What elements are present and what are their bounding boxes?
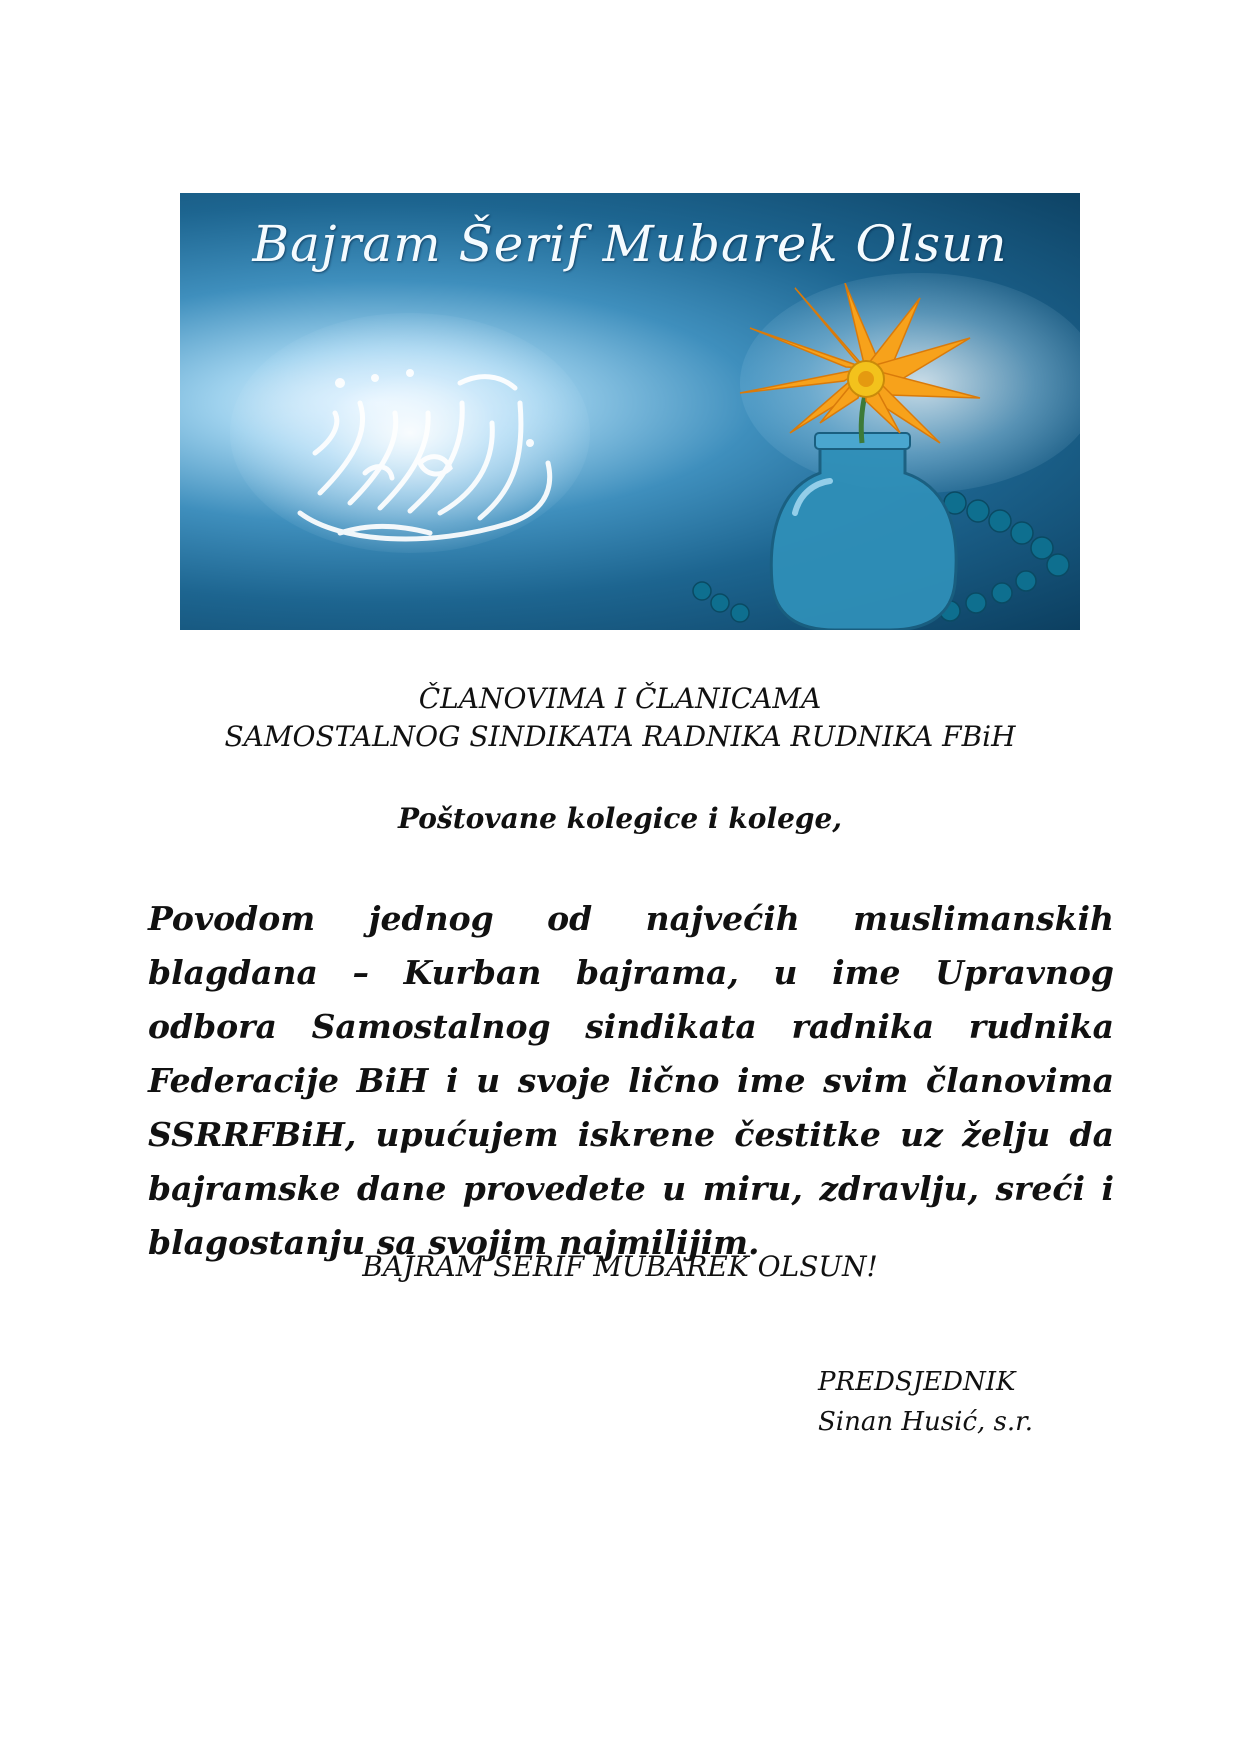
letter-closing: BAJRAM ŠERIF MUBAREK OLSUN! xyxy=(362,1250,878,1283)
signature-name: Sinan Husić, s.r. xyxy=(818,1407,1033,1437)
signature-block xyxy=(818,1362,1033,1442)
letter-body: Povodom jednog od najvećih muslimanskih blagdana – Kurban bajrama, u ime Upravnog odbora Samostalnog sindikata radnika rudnika Federacije BiH i u svoje lično ime svim članovima SSRRFBiH, upućujem iskrene čestitke uz želju da bajramske dane provedete u miru, zdravlju, sreći i blagostanju sa svojim najmilijim. xyxy=(148,899,1114,1262)
flower-in-vase-image xyxy=(630,283,1070,630)
heading-line-2: SAMOSTALNOG SINDIKATA RADNIKA RUDNIKA FBiH xyxy=(224,720,1016,753)
letter-greeting: Poštovane kolegice i kolege, xyxy=(397,802,843,835)
banner-title: Bajram Šerif Mubarek Olsun xyxy=(252,215,1008,273)
greeting-banner-image xyxy=(180,193,1080,630)
signature-title: PREDSJEDNIK xyxy=(818,1367,1016,1397)
heading-line-1: ČLANOVIMA I ČLANICAMA xyxy=(418,682,822,715)
letter-heading xyxy=(0,680,1240,756)
